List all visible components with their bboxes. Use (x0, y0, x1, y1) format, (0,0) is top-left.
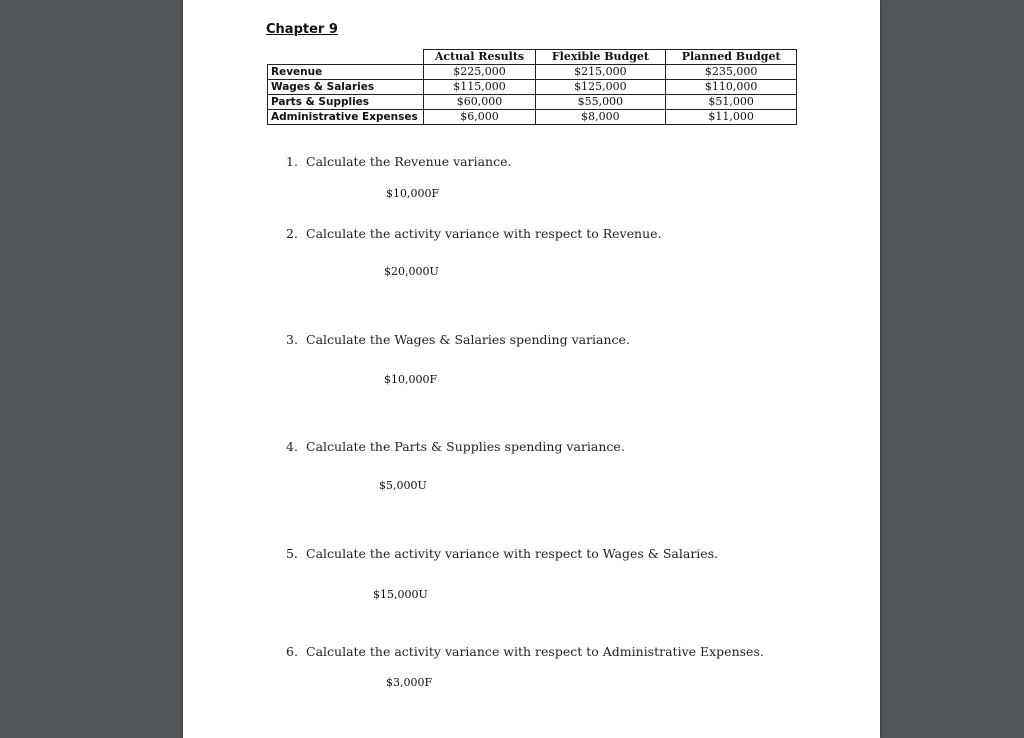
question-3 (286, 332, 630, 347)
table-header-row (268, 50, 797, 65)
document-page (183, 0, 880, 738)
question-text: Calculate the activity variance with respect to Administrative Expenses. (306, 644, 764, 659)
cell-planned: $235,000 (666, 65, 797, 80)
cell-planned: $11,000 (666, 110, 797, 125)
cell-flexible: $55,000 (535, 95, 666, 110)
cell-actual: $225,000 (424, 65, 535, 80)
cell-flexible: $8,000 (535, 110, 666, 125)
table-header-planned: Planned Budget (666, 50, 797, 65)
table-row (268, 110, 797, 125)
answer-1: $10,000F (386, 187, 440, 200)
row-label: Revenue (268, 65, 424, 80)
cell-planned: $110,000 (666, 80, 797, 95)
question-6 (286, 644, 764, 659)
answer-3: $10,000F (384, 373, 438, 386)
question-text: Calculate the activity variance with respect to Wages & Salaries. (306, 546, 719, 561)
question-number: 4. (286, 439, 298, 454)
answer-5: $15,000U (373, 588, 428, 601)
question-text: Calculate the activity variance with respect to Revenue. (306, 226, 662, 241)
table-row (268, 80, 797, 95)
answer-4: $5,000U (379, 479, 427, 492)
table-row (268, 65, 797, 80)
cell-planned: $51,000 (666, 95, 797, 110)
question-4 (286, 439, 625, 454)
question-1 (286, 154, 511, 169)
question-text: Calculate the Parts & Supplies spending variance. (306, 439, 625, 454)
question-text: Calculate the Revenue variance. (306, 154, 512, 169)
question-number: 2. (286, 226, 298, 241)
answer-2: $20,000U (384, 265, 439, 278)
table-header-actual: Actual Results (424, 50, 535, 65)
budget-table (267, 49, 797, 125)
question-number: 1. (286, 154, 298, 169)
row-label: Wages & Salaries (268, 80, 424, 95)
row-label: Administrative Expenses (268, 110, 424, 125)
row-label: Parts & Supplies (268, 95, 424, 110)
cell-flexible: $125,000 (535, 80, 666, 95)
question-number: 3. (286, 332, 298, 347)
table-header-blank (268, 50, 424, 65)
question-2 (286, 226, 662, 241)
question-number: 6. (286, 644, 298, 659)
table-header-flexible: Flexible Budget (535, 50, 666, 65)
cell-actual: $6,000 (424, 110, 535, 125)
question-text: Calculate the Wages & Salaries spending variance. (306, 332, 630, 347)
table-row (268, 95, 797, 110)
question-number: 5. (286, 546, 298, 561)
cell-actual: $115,000 (424, 80, 535, 95)
question-5 (286, 546, 718, 561)
cell-flexible: $215,000 (535, 65, 666, 80)
cell-actual: $60,000 (424, 95, 535, 110)
chapter-title: Chapter 9 (266, 22, 338, 37)
answer-6: $3,000F (386, 676, 433, 689)
